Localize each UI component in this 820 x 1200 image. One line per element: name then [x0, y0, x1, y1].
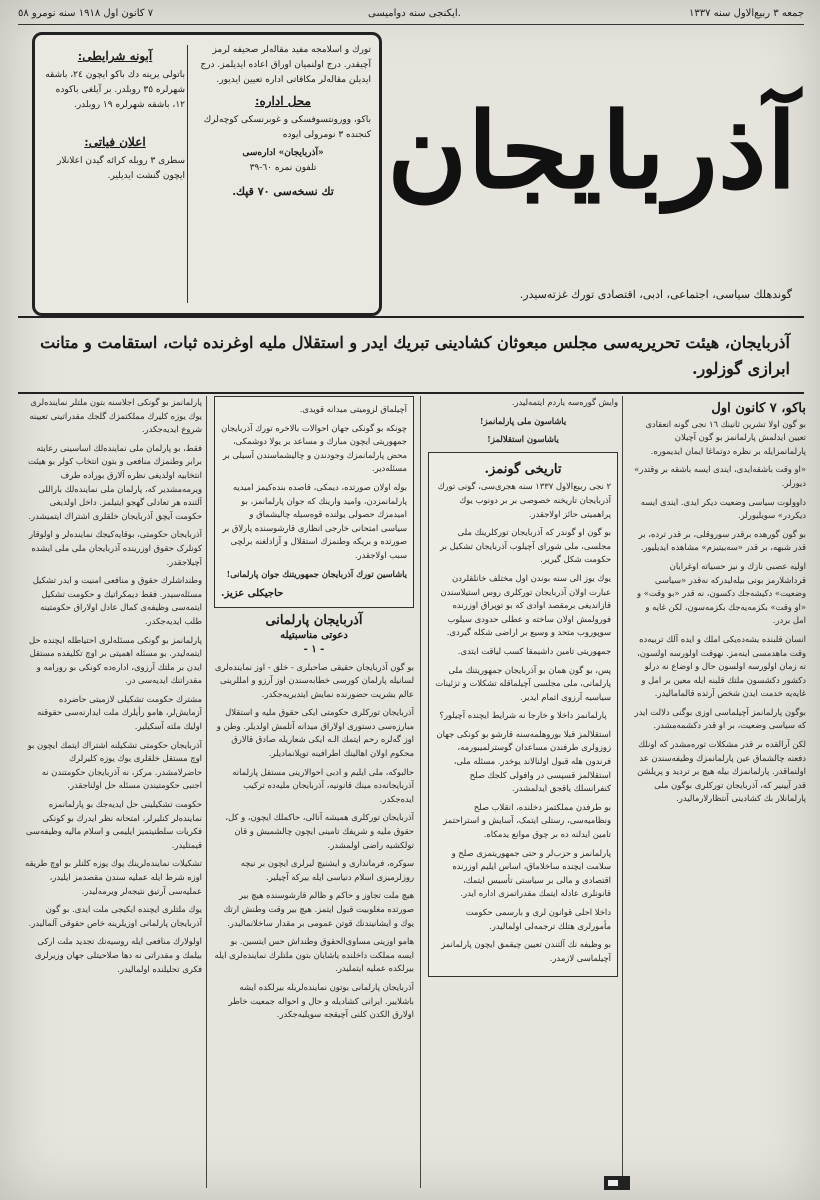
headline-rule	[18, 392, 804, 394]
article-paragraph: پس، بو گون همان بو آذربایجان جمهوریتنك ملی پارلمانی، ملی مجلسی آچیلماقله تشکلات و تزئینات سیاسیه آرزوی اتمام ایدیر.	[435, 664, 611, 702]
info-box-right-column	[195, 43, 371, 199]
article-paragraph: هامو اوزینی مساوی‌الحقوق وطنداش حس ایتسین. بو ایسه مملکت داخلنده یاشایان بتون ملتلرك نماینده‌لری ایله بیرلکده عملیه ایتملیدر.	[214, 936, 414, 974]
letter-box	[214, 396, 414, 608]
article-paragraph: هیچ ملت تجاوز و حاکم و ظالم قارشوسنده هیچ بیر صورتده مغلوبیت قبول ایتمز. هیچ بیر وقت وطنش ارتك یوك و ایشانیندنك قوتن عمومی بر مقدار ساخلانمالیدر.	[223, 890, 414, 928]
column-continuation	[22, 396, 202, 1188]
article-paragraph: آذربایجان پارلمانی بوتون نماینده‌لریله بیرلکده ایشه باشلاییر. ایرانی کشادیله و حال و احواله جمعیت خاطر اولارق الکدن کلنی آچیقجه سویلیه‌جکدر.	[228, 981, 414, 1020]
section-number: - ١ -	[303, 643, 325, 655]
article-paragraph: تشکیلات نماینده‌لرینك یوك یوزه کلنلر بو اوچ طریقه اوزه شرط ایله عملیه سندن مقصدمز ایلیدر، عملیه‌سی آرتیق نتیجه‌لر ویرمه‌لیدر.	[24, 858, 202, 896]
office-address: باکو، وورونتسوفسکی و غوبرنسکی کوچه‌لرك کنجنده ٣ نومرولی ایوده	[203, 115, 371, 140]
article-paragraph: پارلمانمز و حزب‌لر و حتی جمهوریتمزی صلح و سلامت ایچنده ساخلاماق، اساس ایلیم اوزرنده اقتصادی و مالی بر سیاستی تأسیس ایتمك، قانونلری عادله ایتمك مقدراتمزی اداره ایدر.	[451, 847, 611, 899]
subscription-info-box	[32, 32, 382, 316]
gregorian-date-issue-number: ٧ کانون اول ١٩١٨ سنه نومرو ٥٨	[18, 8, 154, 19]
article-paragraph: مشترك حکومت تشکیلی لازمیتی حاضرده آزمایش‌لر، هامو رأیلرك ملت ایدارنه‌سی حقوقنه اولیك ملته آسکیلیر.	[37, 693, 202, 732]
article-paragraph: آذربایجان حکومتی، بوقایه‌کیجك نماینده‌لر و اولوقار کونلرک حقوق اوزرینده آذربایجان ملی ملی ایشده آچیلاجقدر.	[28, 529, 202, 567]
article-paragraph: آذربایجان حکومتی تشکیلنه اشتراك ایتمك ایچون بو اوچ مستقل خلقلری یوك یوزه کلیرلرك حاضرلامشدر. مرکز، نه آذربایجان حکومتندن نه اجنبی حکومتیندن مسئله حل اولناجقدر.	[27, 739, 202, 791]
editorial-paragraph: بو گون اولا تشرین ثانینك ١٦ نجی گونه انعقادی تعیین ایدلمش پارلمانمز بو گون آچیلان پارلمانمزایله بر نظره دوتماغا ایمان ایدیموره.	[645, 418, 806, 456]
subscription-title: آبونه شرایطی:	[77, 49, 153, 63]
slogan-line: یاشاسون ملی پارلمانمز!	[479, 415, 567, 426]
slogan-line: یاشاسون استقلالمز!	[487, 434, 559, 445]
column-rule	[206, 396, 207, 1188]
issue-price: تك نسخه‌سی ٧٠ قپك.	[232, 185, 334, 198]
historic-day-article-box	[428, 452, 618, 978]
article-paragraph: بو طرفدن مملکتمز دخلنده، انقلاب صلح ونظامیه‌سی، رستلی ایتمک، آسایش و استراحتمز تامین ایدلنه ده بر چوق موانع یدمکاه.	[443, 801, 611, 840]
article-paragraph: پارلمانمز بو گونکی مسئله‌لری احتیاطله ایچنده حل ایتمه‌لیدر. بو مسئله اهمیتی بر اوچ تکلیفده مستقل ایدن بر ملتك آرزوی، اداره‌ده کونکی بو رورامه و مقدراتنك ایدیه‌سی در.	[29, 634, 202, 686]
ads-terms: سطری ٣ روبله کرائه گیدن اعلانلار ایچون گنشت ایدیلیر.	[57, 156, 185, 181]
historic-day-title: تاریخی گونمز.	[484, 461, 562, 477]
column-rule	[622, 396, 623, 1188]
editorial-paragraph: انسان قلبنده یشه‌ده‌یکی املك و ایده آلك تربیه‌ده وقت ماهدمسی اینه‌مز. نهوقت اولورسه اولسون، نه زمان اولورسه اولسون حال و اوضاع نه درلو دکشور دکشسون ملتك قلبنه ایله معین بر امل و غایه‌یه خدمت ایدن شخص آرتده قالمامالیدر.	[637, 633, 806, 699]
letter-paragraph: چونکه بو گونکی جهان احوالات بالاخره تورك آذربایجان جمهوریتی ایچون مبارك و مساعد بر یولا دوشمکی، محض پارلمانمزك وجودندن و چالیشماسندن آسیلی بر مسئله‌دیر.	[221, 422, 407, 474]
article-paragraph: استقلالمز قبلا بوروهلمه‌سنه قارشو بو کونکی جهان زوزولری طرفندن مساعدان گوسترلمیبورمه، فرندون هله قبول اولنالاند یوخدر. مسئله ملی، استقلالمز قسپسی در وافولی کلجك صلح کنفرانسلك یاقجق ایدلمشدر.	[436, 728, 611, 794]
letter-paragraph: آچیلماق لزومیتی میدانه قویدی.	[299, 404, 407, 414]
article-paragraph: پارلمانمز داخلا و خارجا نه شرایط ایچنده آچیلور؟	[439, 710, 607, 721]
newspaper-subtitle: گوندهلك سیاسی، اجتماعی، ادبی، اقتصادی تورك غزته‌سیدر.	[519, 288, 792, 301]
editorial-paragraph: بوگون پارلمانمز آچیلماسی اوزی بوگنی دلالت ایدر که سیاسی وضعیت، بر او قدر دکشمه‌مشدر.	[634, 706, 806, 731]
header-rule	[18, 316, 804, 318]
newspaper-title: آذربایجان	[387, 89, 797, 212]
article-paragraph: ٢ نجی ربیع‌الاول ١٣٣٧ سنه هجری‌سی، گونی تورك آذربایجان تاریخنه خصوصی بر بر دونوب یوك پراهمیتی حائز اولاجقدر.	[437, 481, 611, 519]
article-paragraph: یوك ملتلری ایچنده ایکیجی ملت ایدی. بو گون آذربایجان پارلمانی اوزیلرینه خاص حقوقی آلمالیدر.	[28, 904, 202, 928]
article-paragraph: بو وظیفه نك آلتندن تعیین چیقمق ایچون پارلمانمز آچیلماسی لازمدر.	[441, 939, 611, 963]
office-name: «آذربایجان» ادارەسی	[242, 148, 324, 158]
masthead	[387, 40, 797, 270]
article-paragraph: جمهوریتی تامین داشیمقا کسب لیاقت ایتدی.	[457, 645, 611, 656]
article-paragraph: یوك یوز الی سنه بوندن اول مختلف خانلقلردن عبارت اولان آذربایجان توركلری روس استیلاسندن قازاندیغی برمقصد اوادی که بو توپراق اوزرنده فورولمش اولان ساخته و عطلی حدودی سیلوب سوپوروب متحد و وسیع بر اراضی شکله گیردی.	[440, 572, 611, 638]
editorial-paragraph: لکن آرالقده بر قدر مشکلات تورەمشدر که اونلك دفعنه چالشماق عین پارلمانمزك وظیفه‌سندن عد اولنماقدر. پارلمانمزك بیله هیچ بر تردید و پریلشن قدر آیینیر که، آذربایجان توركلری بوگون ملی پارلمانلار بك کشادینی آنتظارلارمالیدر.	[637, 739, 806, 804]
editorial-paragraph: داوولوت سیاسی وضعیت دیکر ایدی. ایندی ایسه دیکردر» سویلیورلر.	[640, 496, 806, 521]
article-paragraph: وطنداشلرك حقوق و منافعی امنیت و ایدر تشکیل مسئله‌سیدر. فقط دیمکراتیك و حکومت تشکیل ایتمه‌سی وظیفه‌ی کمال عادل اولاراق حکومتینه طلب ایدیه‌جكدر.	[32, 575, 202, 626]
letter-paragraph: یاشاسین تورك آذربایجان جمهوریتنك جوان پارلمانی!	[226, 568, 407, 579]
editorial-paragraph: اولیه عصبی نازك و نیز حسیاته اوغرایان قرداشلارمز بونی بیله‌لیدرکه نه‌قدر «سیاسی وضعیت» دکیشه‌جك دکسون، نه قدر «بو وقت» و «او وقت» بکزمه‌یه‌جك بکزمه‌سون، لکن غایه و امل بردر.	[636, 560, 806, 626]
editorial-dateline: باکو، ٧ کانون اول	[711, 401, 806, 416]
top-date-strip	[18, 4, 804, 25]
column-editorial	[630, 396, 806, 1188]
ads-title: اعلان فیاتی:	[84, 135, 146, 149]
parliament-subheading: دعوتی مناسبتیله	[280, 630, 348, 642]
volume-label: ایکنجی سنه دوامیسی.	[368, 8, 461, 19]
editorial-paragraph: «او وقت باشقه‌ایدی، ایندی ایسه باشقه بر وقتدر» دیورلر.	[634, 464, 806, 488]
info-box-divider	[187, 45, 188, 303]
subscription-terms: باتولی یرینه دك باکو ایچون ٢٤، باشقه شهرلره ٣٥ روبلدر. بر آیلغی باکوده ١٢، باشقه شهرلره ١٩ روبلدر.	[45, 70, 185, 110]
scanner-mark-icon	[604, 1176, 630, 1190]
office-title: محل اداره:	[255, 94, 311, 108]
letter-signature: حاجیکلی عزیز.	[221, 588, 284, 600]
article-paragraph: بو گون او گوندر که آذربایجان توركلرینك ملی مجلسی، ملی شورای آچیلوب آذربایجان تشکیل بر حکومت شکل گیریر.	[440, 527, 611, 565]
editorial-paragraph: بو گون گورهده برقدر سوروقلی، بر قدر ترده، بر قدر شبهه، بر قدر «سه‌بیتیزم» مشاهده ایدیلیور.	[638, 528, 806, 553]
article-paragraph: حالبوکه، ملی ایلیم و ادبی احوالارینی مستقل پارلمانه آذربایجانه‌ده مینك قانونیه، آذربایجان ملیه‌ده ترکیب ایده‌جكدر.	[232, 766, 414, 804]
column-parliament	[214, 396, 414, 1188]
info-box-left-column	[45, 43, 185, 184]
letter-paragraph: بوله اولان صورتده، دیمکی، قاصدە بنده‌کیمز امیدیه پارلمانمزدن، وامید وارینك که جوان پارلمانمز، بو امیدمزك حصولی یولنده قوه‌سیله چالیشماق و سیاسی امتحانی خارجی انظاری قارشوسنده پارلاق بر صورتده و بریکه وطنمزك استقلال و آزادلغنه برلچی سبب اولاجقدر.	[222, 481, 407, 560]
intro-line: وایش گوره‌سه یاردم ایتمه‌لیدر.	[511, 397, 618, 407]
column-rule	[420, 396, 421, 1188]
article-paragraph: داخلا احلی قوانون لری و بارسمی حکومت مأمورلری هتلك ترجمه‌لی اولمالیدر.	[465, 907, 611, 931]
hijri-date: جمعه ٣ ربیع‌الاول سنه ١٣٣٧	[688, 8, 804, 19]
editorial-notice: تورك و اسلامجه مفید مقاله‌لر صحیفه لرمز آچیقدر. درج اولنمیان اوراق اعاده ایدیلمز. درج ایدیلن مقاله‌لر مکافاتی اداره تعیین ایدیور.	[200, 45, 371, 85]
article-paragraph: پارلمانمز بو گونکی اجلاسنه بتون ملتلر نماینده‌لری یوك یوزه کلیرك مملکتمزك گلجك مقدراتینی تعیینه شروع ایدیه‌جکدر.	[29, 397, 202, 435]
parliament-heading: آذربایجان پارلمانی	[265, 612, 363, 628]
article-paragraph: سوكره، فرمانداری و ایشنیچ لیرلری ایچون بر نیچه روزلرمیزی اسلام دنیاسی ایله بیرکه آچیلیر.	[240, 858, 414, 882]
article-paragraph: بو گون آذربایجان حقیقی صاحبلری - خلق - اوز نمایندەلری لسانیله پارلمان کورسی خطابەسندن اوز آرزو و امللرینی عالم بشریت حضورنده نمایش ایتدیریەجکدر.	[214, 661, 414, 699]
article-paragraph: آذربایجان توركلری همیشه آنالی، حاکملك ایچون، و کل، حقوق ملیه و شریفك تامینی ایچون چالشمیش و قان تولکشیه راضی اولمشدر.	[225, 812, 414, 850]
article-paragraph: آذربایجان توركلری حکومتی ایکی حقوق ملیه و استقلال مبارزه‌سی دستوری اولاراق میدانه آتلمش اولدیلر. وطن و اوز گەلره رحم ایتمك الـه ایکی شعاریله صادق قالارق محکوم اولان اهالینك اطرافینه توپلانمادیلر.	[216, 707, 414, 759]
office-phone: تلفون نمره ٦٠-٣٩	[249, 163, 317, 173]
article-paragraph: فقط، بو پارلمان ملی نماینده‌لك اساسینی رعایته برابر وطنمزك منافعی و بتون انتخاب کولر بو هیئت انتخابیه اولدیغی نظره آلارق بوراده طرف ویرمه‌مشدیر که، پارلمان ملی نماینده‌لك باراللی آلتنده هر تعادلی گهجو ایتیلمز. داخل اولدیغی حکومت آیچق آذربایجان خلقلری اشتراك ایتمیشدر.	[28, 442, 202, 521]
article-paragraph: اولولارك منافعی ایله روسیه‌نك تجدید ملت ارکی بیلمك و مقدراتی نه دها صلاحیتلی جهان وزیرلری فکری تحلیلنده اولمالیدر.	[34, 936, 202, 974]
front-headline: آذربایجان، هیئت تحریریه‌سی مجلس مبعوثان کشادینی تبریك ایدر و استقلال ملیه اوغرنده ثبات، استقامت و متانت ابرازی گوزلور.	[40, 333, 790, 378]
column-historic-day	[428, 396, 618, 1188]
article-paragraph: حکومت تشکیلینی حل ایدیه‌جك بو پارلمانمزه نماینده‌لر کنلیرلر، امتحانه نظر ایدرك بو کونکی فکریات سلطنیتمیز ایلیمی و اسلام مالیه وظیفه‌سی قیمتلیدر.	[25, 799, 202, 850]
